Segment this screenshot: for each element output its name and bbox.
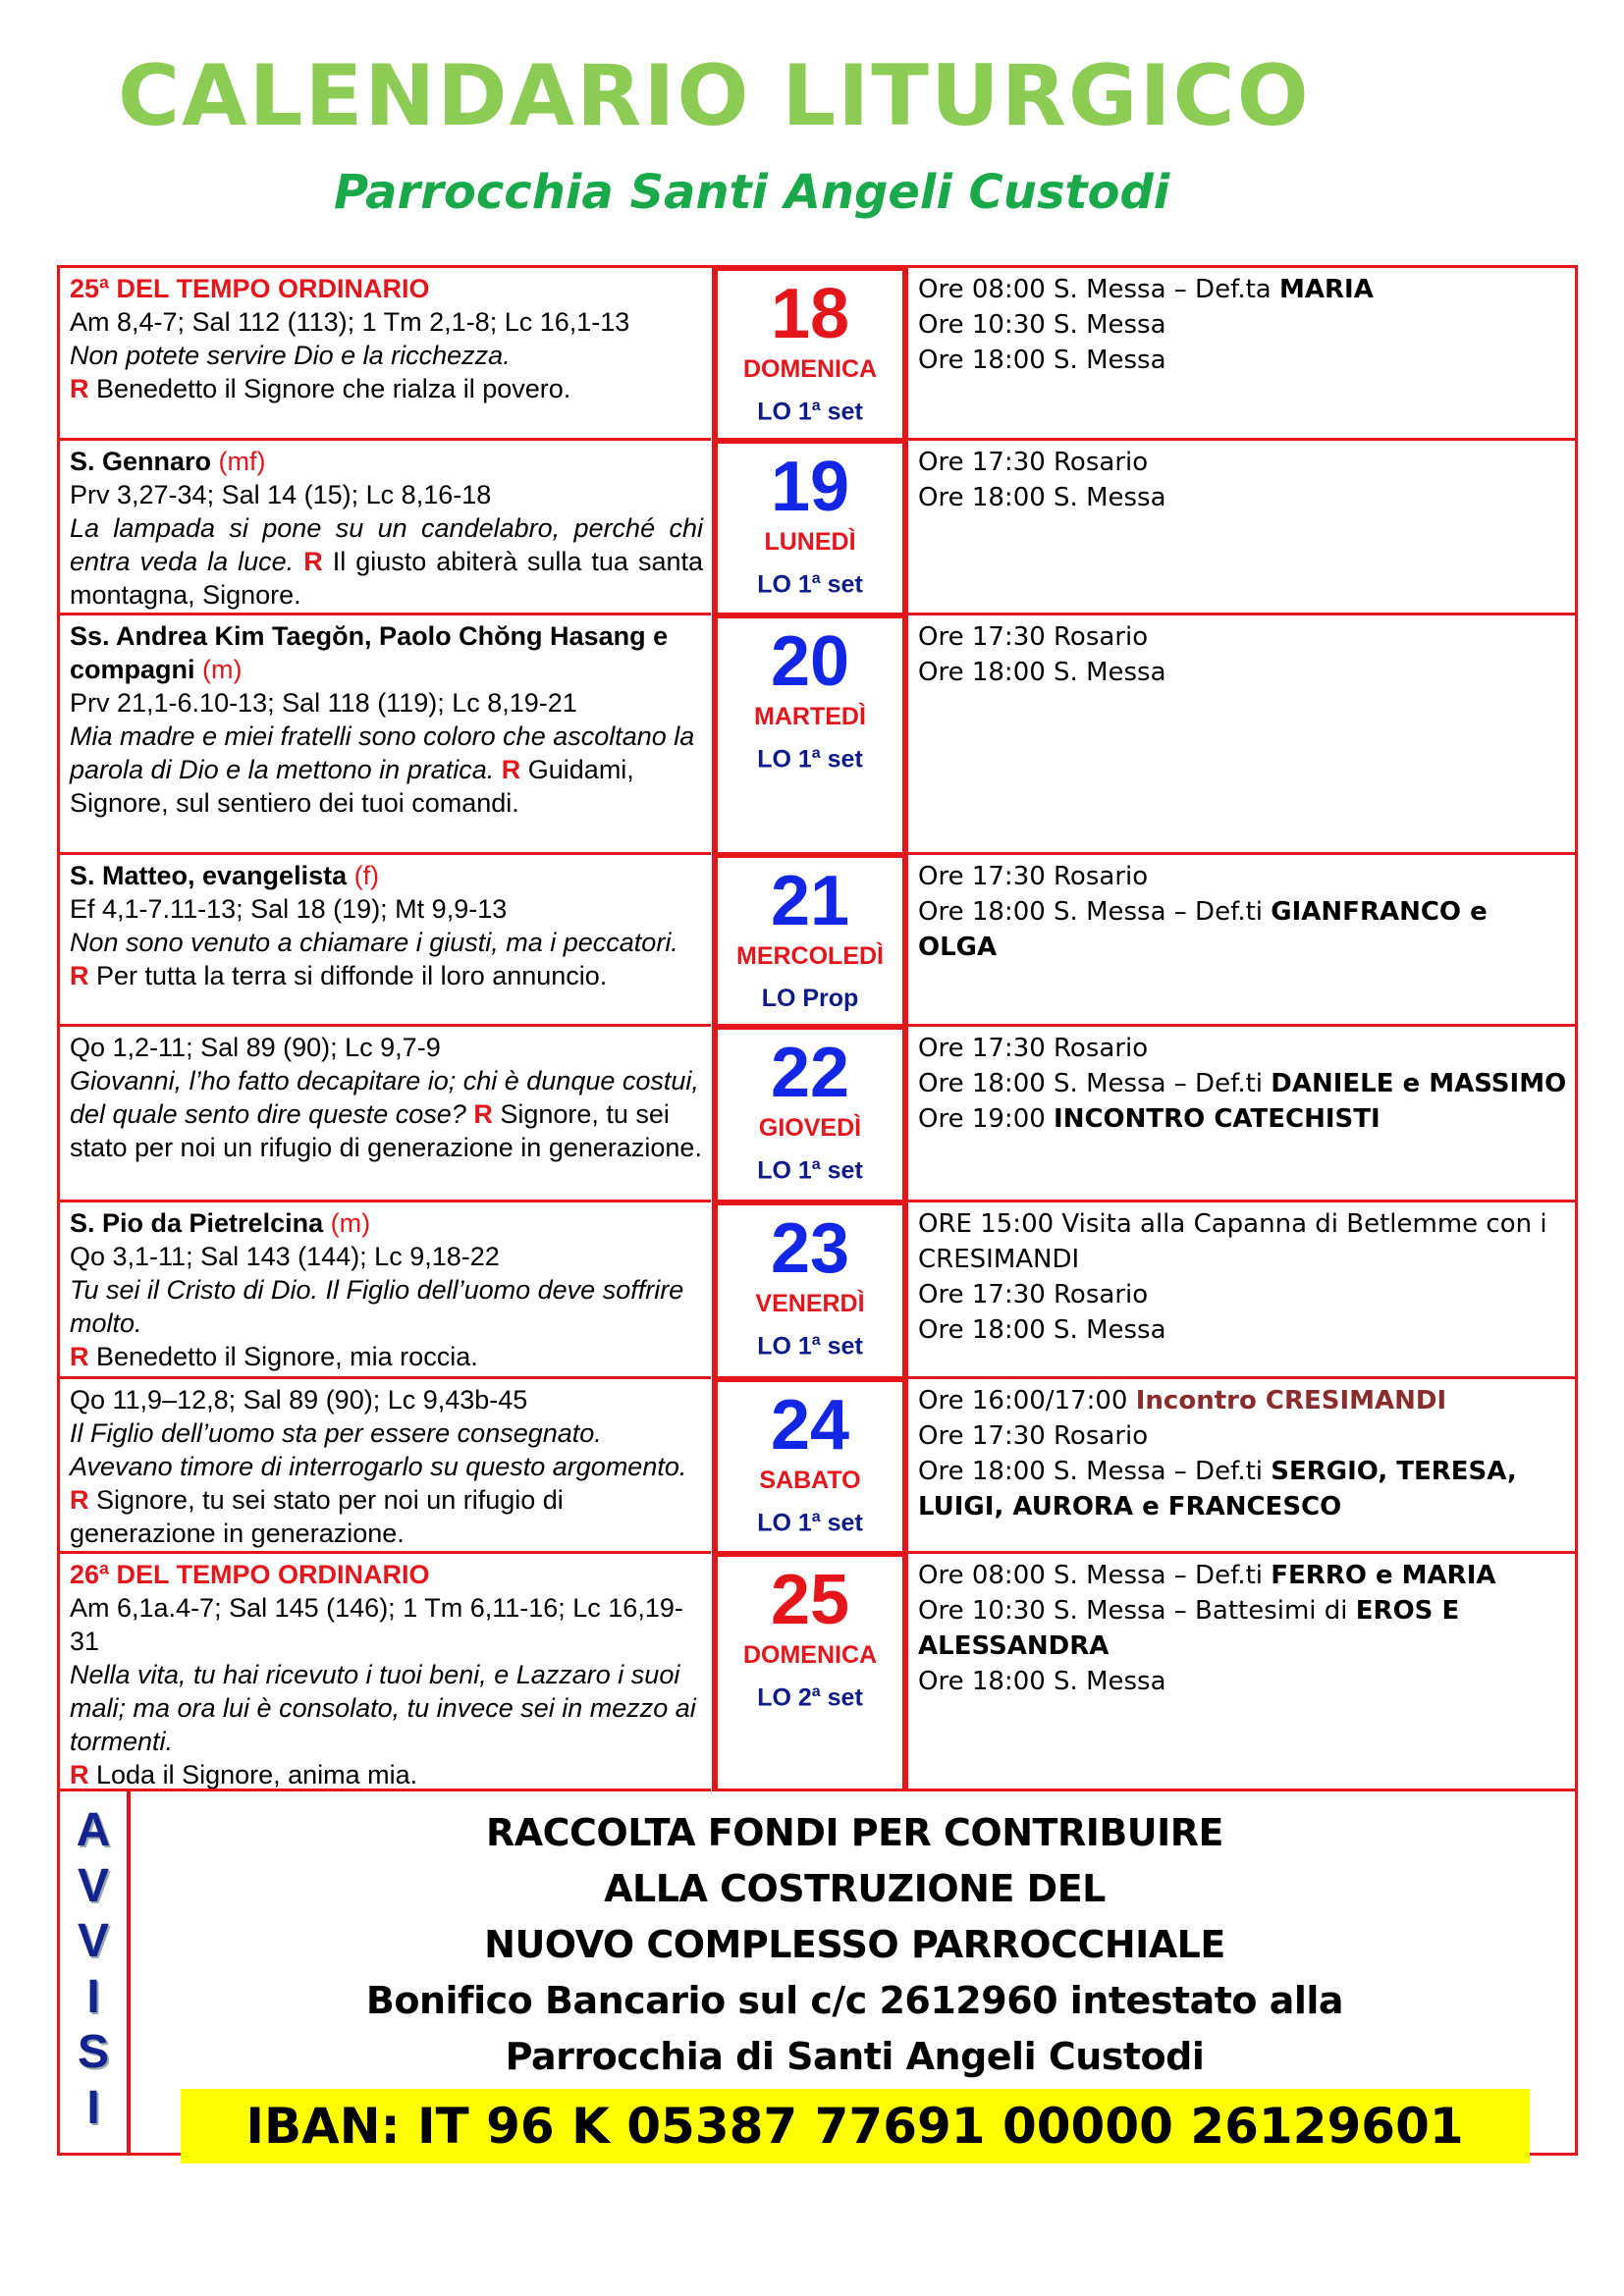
event-item: Ore 19:00 INCONTRO CATECHISTI [918, 1104, 1380, 1134]
liturgy-cell [60, 615, 711, 855]
event-item: Ore 10:30 S. Messa – Battesimi di EROS E ALESSANDRA [918, 1596, 1460, 1661]
event-names: GIANFRANCO e OLGA [918, 897, 1488, 962]
day-number: 20 [770, 622, 850, 701]
weekday-name: MERCOLEDÌ [736, 942, 884, 970]
weekday-name: MARTEDÌ [754, 703, 866, 730]
avvisi-section [60, 1791, 1575, 2153]
response-marker: R [501, 755, 521, 784]
day-cell [712, 1379, 908, 1554]
calendar-row [60, 1027, 1575, 1202]
liturgy-cell [60, 1202, 711, 1379]
liturgy-cell [60, 1554, 711, 1791]
day-number: 19 [770, 448, 850, 526]
day-cell [712, 1027, 908, 1202]
weekday-name: LUNEDÌ [764, 528, 856, 556]
event-highlight: Incontro CRESIMANDI [1135, 1386, 1447, 1415]
feast-rank: (mf) [211, 447, 266, 476]
readings: Ef 4,1-7.11-13; Sal 18 (19); Mt 9,9-13 [70, 894, 508, 924]
feast-rank: (m) [194, 655, 243, 684]
event-item: Ore 18:00 S. Messa [918, 1667, 1166, 1696]
day-number: 21 [770, 862, 850, 940]
events-cell [908, 1202, 1575, 1379]
weekday-name: SABATO [759, 1467, 861, 1494]
day-cell [712, 1202, 908, 1379]
readings: Prv 3,27-34; Sal 14 (15); Lc 8,16-18 [70, 480, 492, 509]
events-cell [908, 855, 1575, 1027]
liturgy-hours-week: LO 1$^a$ set [757, 1332, 863, 1361]
liturgy-hours-week: LO 1$^a$ set [757, 745, 863, 774]
liturgy-cell [60, 441, 711, 615]
feast-title: Ss. Andrea Kim Taegŏn, Paolo Chŏng Hasang e compagni [70, 621, 669, 684]
events-cell [908, 615, 1575, 855]
calendar-row [60, 1554, 1575, 1791]
feast-title: 25ª DEL TEMPO ORDINARIO [70, 274, 430, 303]
day-number: 24 [770, 1386, 850, 1465]
day-number: 23 [770, 1209, 850, 1288]
avvisi-line: NUOVO COMPLESSO PARROCCHIALE [484, 1923, 1225, 1966]
psalm-response: Guidami, Signore, sul sentiero dei tuoi comandi. [70, 755, 634, 818]
gospel-quote: La lampada si pone su un candelabro, perché chi entra veda la luce. [70, 513, 703, 576]
weekday-name: DOMENICA [742, 355, 878, 383]
liturgy-cell [60, 855, 711, 1027]
liturgy-hours-week: LO 1$^a$ set [757, 1509, 863, 1537]
avvisi-side-label [60, 1791, 131, 2153]
event-item: Ore 17:30 Rosario [918, 622, 1149, 652]
psalm-response: Benedetto il Signore che rialza il povero. [88, 374, 571, 403]
event-item: Ore 17:30 Rosario [918, 1280, 1149, 1309]
events-cell [908, 1379, 1575, 1554]
day-number: 22 [770, 1034, 850, 1112]
readings: Prv 21,1-6.10-13; Sal 118 (119); Lc 8,19-21 [70, 688, 577, 718]
events-cell [908, 441, 1575, 615]
day-cell [712, 441, 908, 615]
event-item: Ore 17:30 Rosario [918, 1034, 1149, 1063]
events-cell [908, 268, 1575, 441]
page-title: CALENDARIO LITURGICO [118, 47, 1311, 145]
feast-rank: (f) [347, 861, 380, 890]
event-item: Ore 18:00 S. Messa – Def.ti SERGIO, TERESA, LUIGI, AURORA e FRANCESCO [918, 1457, 1517, 1522]
feast-title: S. Gennaro [70, 447, 212, 476]
event-names: FERRO e MARIA [1271, 1561, 1496, 1590]
gospel-quote: Tu sei il Cristo di Dio. Il Figlio dell’uomo deve soffrire molto. [70, 1275, 684, 1338]
gospel-quote: Non potete servire Dio e la ricchezza. [70, 341, 511, 370]
avvisi-letter: V [77, 1915, 109, 1967]
liturgy-hours-week: LO 1$^a$ set [757, 398, 863, 426]
readings: Am 6,1a.4-7; Sal 145 (146); 1 Tm 6,11-16; Lc 16,19-31 [70, 1593, 683, 1656]
response-marker: R [70, 1485, 89, 1515]
feast-title: S. Matteo, evangelista [70, 861, 348, 890]
avvisi-letter: V [77, 1859, 109, 1912]
iban-highlight: IBAN: IT 96 K 05387 77691 00000 26129601 [181, 2089, 1530, 2163]
calendar-row [60, 268, 1575, 441]
response-marker: R [70, 374, 89, 403]
liturgy-cell [60, 1379, 711, 1554]
event-item: Ore 17:30 Rosario [918, 862, 1149, 891]
event-item: Ore 18:00 S. Messa – Def.ti GIANFRANCO e OLGA [918, 897, 1488, 962]
response-marker: R [70, 1342, 89, 1371]
liturgy-hours-week: LO 1$^a$ set [757, 1156, 863, 1185]
calendar-row [60, 1379, 1575, 1554]
psalm-response: Loda il Signore, anima mia. [88, 1760, 418, 1789]
calendar-row [60, 1202, 1575, 1379]
event-names: SERGIO, TERESA, LUIGI, AURORA e FRANCESCO [918, 1457, 1517, 1522]
day-cell [712, 1554, 908, 1791]
gospel-quote: Giovanni, l’ho fatto decapitare io; chi è dunque costui, del quale sento dire queste cose? [70, 1066, 699, 1129]
avvisi-line: Parrocchia di Santi Angeli Custodi [505, 2035, 1205, 2078]
liturgical-calendar-table [57, 265, 1578, 2156]
event-item: Ore 17:30 Rosario [918, 1421, 1149, 1451]
events-cell [908, 1027, 1575, 1202]
avvisi-line: RACCOLTA FONDI PER CONTRIBUIRE [485, 1811, 1224, 1854]
liturgy-hours-week: LO 1$^a$ set [757, 570, 863, 599]
day-cell [712, 855, 908, 1027]
event-names: EROS E ALESSANDRA [918, 1596, 1460, 1661]
day-number: 18 [770, 275, 850, 353]
weekday-name: GIOVEDÌ [758, 1114, 862, 1142]
day-cell [712, 615, 908, 855]
events-cell [908, 1554, 1575, 1791]
event-names: MARIA [1279, 275, 1374, 304]
psalm-response: Signore, tu sei stato per noi un rifugio di generazione in generazione. [70, 1099, 702, 1162]
gospel-quote: Nella vita, tu hai ricevuto i tuoi beni, e Lazzaro i suoi mali; ma ora lui è consolato, tu invece sei in mezzo ai tormenti. [70, 1660, 696, 1756]
calendar-row [60, 855, 1575, 1027]
event-item: Ore 18:00 S. Messa [918, 483, 1166, 512]
gospel-quote: Non sono venuto a chiamare i giusti, ma i peccatori. [70, 928, 678, 957]
liturgy-cell [60, 268, 711, 441]
psalm-response: Il giusto abiterà sulla tua santa montagna, Signore. [70, 547, 703, 610]
psalm-response: Signore, tu sei stato per noi un rifugio di generazione in generazione. [70, 1485, 564, 1548]
weekday-name: DOMENICA [742, 1641, 878, 1669]
event-names: DANIELE e MASSIMO [1271, 1069, 1567, 1098]
event-item: Ore 08:00 S. Messa – Def.ta MARIA [918, 275, 1374, 304]
event-item: Ore 18:00 S. Messa [918, 1315, 1166, 1345]
response-marker: R [70, 1760, 89, 1789]
parish-subtitle: Parrocchia Santi Angeli Custodi [334, 165, 1170, 220]
response-marker: R [70, 961, 89, 990]
event-names: INCONTRO CATECHISTI [1054, 1104, 1380, 1134]
event-item: Ore 10:30 S. Messa [918, 310, 1166, 340]
readings: Am 8,4-7; Sal 112 (113); 1 Tm 2,1-8; Lc 16,1-13 [70, 307, 630, 337]
liturgy-hours-week: LO 2$^a$ set [757, 1683, 863, 1712]
event-item: Ore 17:30 Rosario [918, 448, 1149, 477]
calendar-row [60, 615, 1575, 855]
response-marker: R [303, 547, 323, 576]
avvisi-content [135, 1791, 1575, 2153]
readings: Qo 3,1-11; Sal 143 (144); Lc 9,18-22 [70, 1242, 500, 1271]
avvisi-line: ALLA COSTRUZIONE DEL [604, 1867, 1106, 1910]
weekday-name: VENERDÌ [755, 1290, 865, 1317]
avvisi-letter: I [86, 2081, 100, 2134]
event-item: ORE 15:00 Visita alla Capanna di Betlemme con i CRESIMANDI [918, 1209, 1547, 1274]
day-cell [712, 268, 908, 441]
liturgy-hours-week: LO Prop [761, 985, 859, 1012]
day-number: 25 [770, 1561, 850, 1639]
liturgy-cell [60, 1027, 711, 1202]
avvisi-letter: S [77, 2026, 109, 2078]
event-item: Ore 18:00 S. Messa [918, 346, 1166, 375]
psalm-response: Per tutta la terra si diffonde il loro annuncio. [88, 961, 608, 990]
avvisi-line: Bonifico Bancario sul c/c 2612960 intestato alla [365, 1979, 1344, 2022]
psalm-response: Benedetto il Signore, mia roccia. [88, 1342, 478, 1371]
calendar-row [60, 441, 1575, 615]
response-marker: R [473, 1099, 493, 1129]
event-item: Ore 18:00 S. Messa – Def.ti DANIELE e MASSIMO [918, 1069, 1567, 1098]
feast-rank: (m) [323, 1208, 371, 1238]
event-item: Ore 16:00/17:00 Incontro CRESIMANDI [918, 1386, 1447, 1415]
avvisi-letter: I [86, 1970, 100, 2023]
event-item: Ore 18:00 S. Messa [918, 658, 1166, 687]
feast-title: S. Pio da Pietrelcina [70, 1208, 324, 1238]
readings: Qo 1,2-11; Sal 89 (90); Lc 9,7-9 [70, 1033, 441, 1062]
gospel-quote: Il Figlio dell’uomo sta per essere consegnato. Avevano timore di interrogarlo su questo argomento. [70, 1418, 687, 1481]
avvisi-letter: A [76, 1804, 111, 1856]
event-item: Ore 08:00 S. Messa – Def.ti FERRO e MARIA [918, 1561, 1496, 1590]
feast-title: 26ª DEL TEMPO ORDINARIO [70, 1560, 430, 1589]
readings: Qo 11,9–12,8; Sal 89 (90); Lc 9,43b-45 [70, 1385, 528, 1415]
gospel-quote: Mia madre e miei fratelli sono coloro che ascoltano la parola di Dio e la mettono in pratica. [70, 721, 695, 784]
